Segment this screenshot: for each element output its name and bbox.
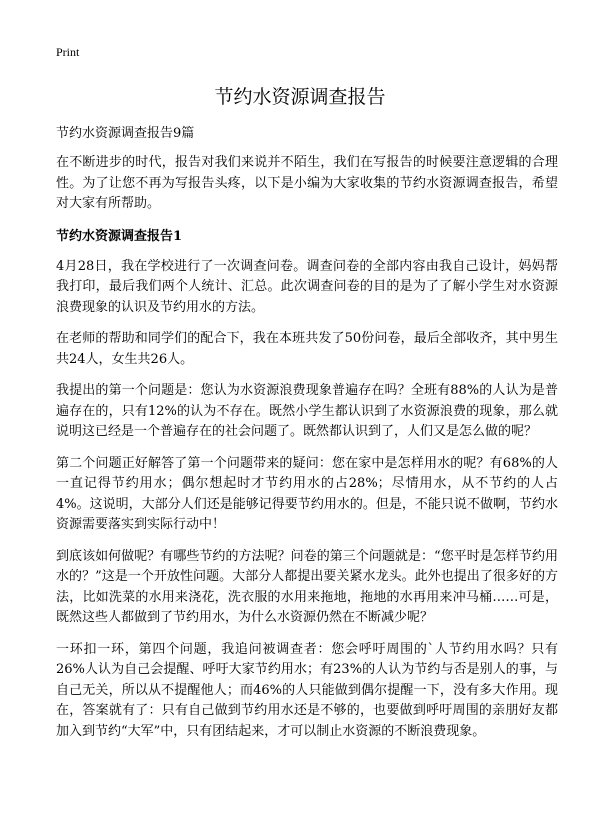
body-paragraph-2: 在老师的帮助和同学们的配合下，我在本班共发了50份问卷，最后全部收齐，其中男生共24人，女生共26人。	[56, 331, 558, 367]
section-heading: 节约水资源调查报告1	[56, 228, 183, 244]
document-title: 节约水资源调查报告	[214, 86, 386, 108]
body-paragraph-3: 我提出的第一个问题是：您认为水资源浪费现象普遍存在吗？全班有88%的人认为是普遍存在的，只有12%的认为不存在。既然小学生都认识到了水资源浪费的现象，那么就说明这已经是一个普遍存在的社会问题了。既然都认识到了，人们又是怎么做的呢？	[56, 383, 558, 439]
body-paragraph-1: 4月28日，我在学校进行了一次调查问卷。调查问卷的全部内容由我自己设计，妈妈帮我打印，最后我们两个人统计、汇总。此次调查问卷的目的是为了了解小学生对水资源浪费现象的认识及节约用水的方法。	[56, 258, 558, 315]
body-paragraph-6: 一环扣一环，第四个问题，我追问被调查者：您会呼吁周围的`人节约用水吗？只有26%人认为自己会提醒、呼吁大家节约用水；有23%的人认为节约与否是别人的事，与自己无关，所以从不提醒他人；而46%的人只能做到偶尔提醒一下，没有多大作用。现在，答案就有了：只有自己做到节约用水还是不够的，也要做到呼吁周围的亲朋好友都加入到节约“大军”中，只有团结起来，才可以制止水资源的不断浪费现象。	[56, 641, 558, 739]
document-subtitle: 节约水资源调查报告9篇	[56, 126, 195, 141]
print-label: Print	[56, 45, 80, 59]
body-paragraph-4: 第二个问题正好解答了第一个问题带来的疑问：您在家中是怎样用水的呢？有68%的人一直记得节约用水；偶尔想起时才节约用水的占28%；尽情用水，从不节约的人占4%。这说明，大部分人们还是能够记得要节约用水的。但是，不能只说不做啊，节约水资源需要落实到实际行动中！	[56, 455, 558, 532]
intro-paragraph: 在不断进步的时代，报告对我们来说并不陌生，我们在写报告的时候要注意逻辑的合理性。为了让您不再为写报告头疼，以下是小编为大家收集的节约水资源调查报告，希望对大家有所帮助。	[56, 155, 558, 211]
body-paragraph-5: 到底该如何做呢？有哪些节约的方法呢？问卷的第三个问题就是：“您平时是怎样节约用水的？”这是一个开放性问题。大部分人都提出要关紧水龙头。此外也提出了很多好的方法，比如洗菜的水用来浇花，洗衣服的水用来拖地，拖地的水再用来冲马桶……可是，既然这些人都做到了节约用水，为什么水资源仍然在不断减少呢？	[56, 548, 558, 625]
